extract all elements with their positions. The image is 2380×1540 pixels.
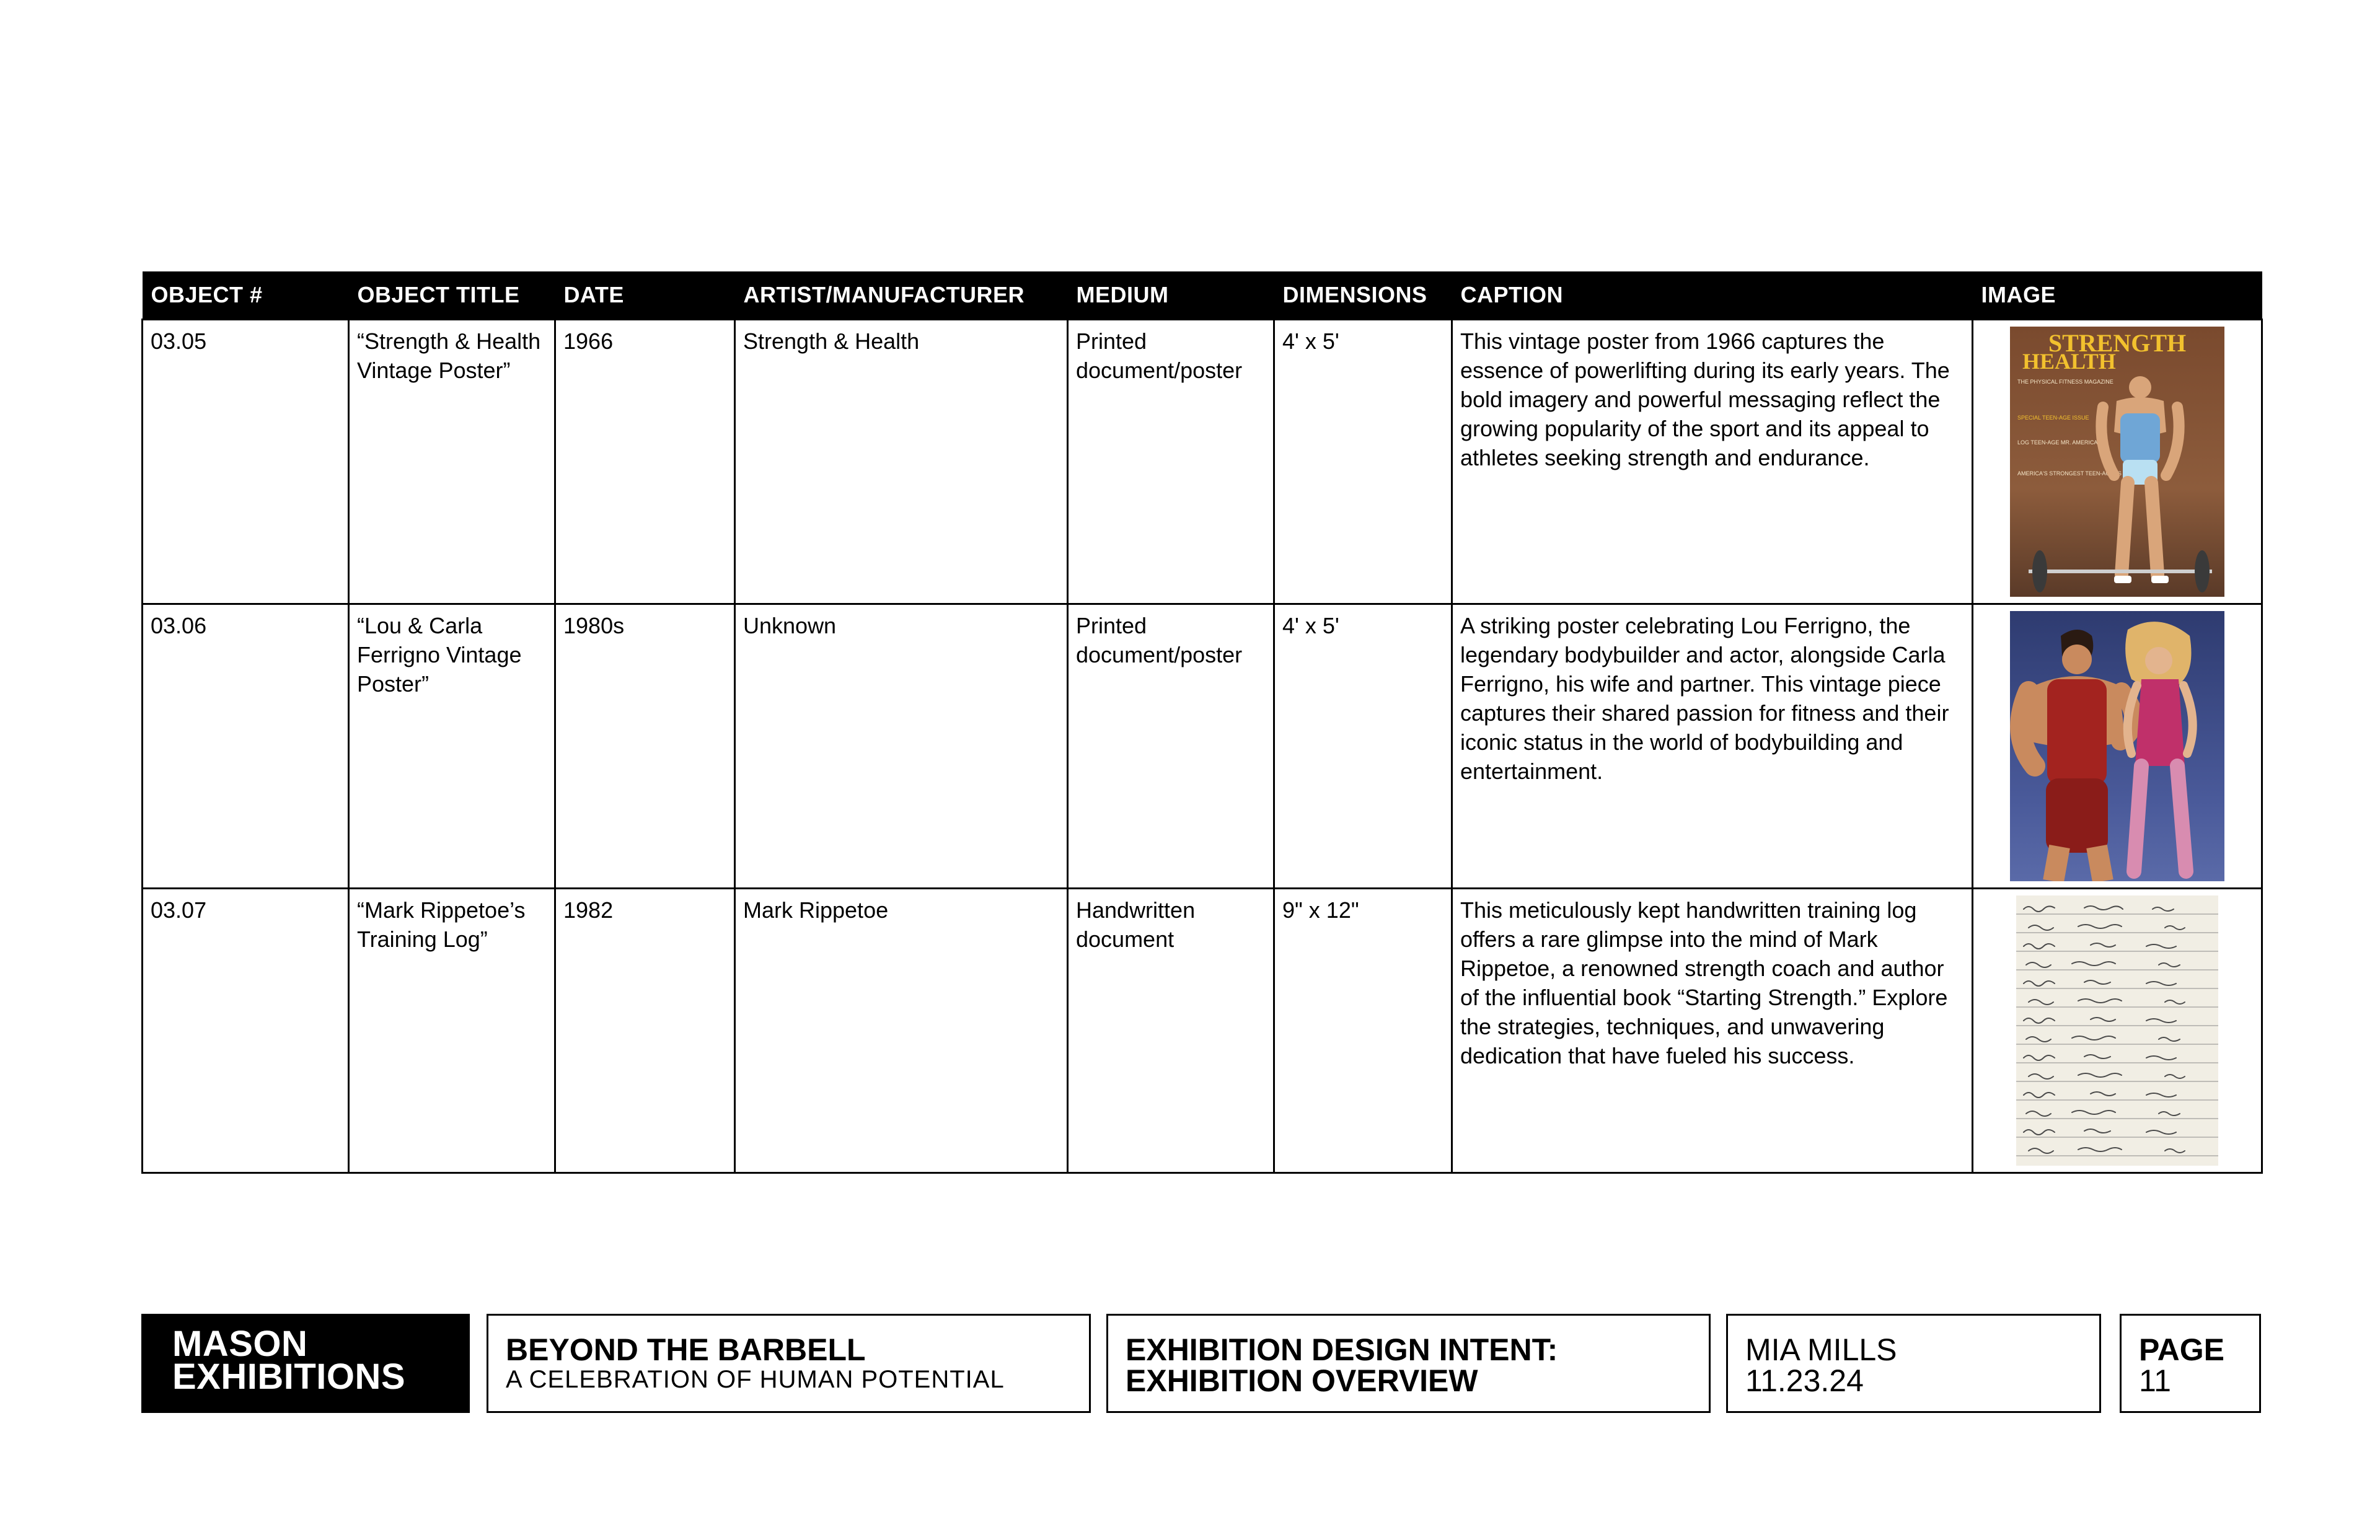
cover-line-1: THE PHYSICAL FITNESS MAGAZINE [2017, 379, 2113, 385]
object-dimensions: 9" x 12" [1274, 889, 1452, 1173]
exhibition-title: BEYOND THE BARBELL [506, 1332, 866, 1367]
page-number-block [2120, 1314, 2261, 1413]
table-header-row [143, 271, 2262, 320]
header-date: DATE [555, 271, 735, 320]
cover-line-3: LOG TEEN-AGE MR. AMERICA [2017, 439, 2098, 446]
brand-logo-block [141, 1314, 470, 1413]
object-image-cell [1973, 604, 2262, 889]
object-date: 1966 [555, 320, 735, 604]
page-label: PAGE [2139, 1332, 2224, 1367]
object-title: “Lou & Carla Ferrigno Vintage Poster” [349, 604, 555, 889]
header-object-number: OBJECT # [143, 271, 349, 320]
design-intent-block [1106, 1314, 1711, 1413]
masthead-top-text: STRENGTH [2048, 329, 2187, 357]
object-table [141, 271, 2263, 1174]
header-object-title: OBJECT TITLE [349, 271, 555, 320]
table-row [143, 320, 2262, 604]
brand-line-2: EXHIBITIONS [172, 1357, 406, 1397]
object-artist: Mark Rippetoe [735, 889, 1068, 1173]
object-artist: Unknown [735, 604, 1068, 889]
object-number: 03.05 [143, 320, 349, 604]
object-title: “Mark Rippetoe’s Training Log” [349, 889, 555, 1173]
object-number: 03.06 [143, 604, 349, 889]
object-caption: This vintage poster from 1966 captures the essence of powerlifting during its early years. The bold imagery and powerful messaging reflect the growing popularity of the sport and its appeal to athletes seeking strength and endurance. [1452, 320, 1973, 604]
design-intent-line-1: EXHIBITION DESIGN INTENT: [1126, 1332, 1558, 1367]
training-log-image [2010, 895, 2224, 1166]
object-artist: Strength & Health [735, 320, 1068, 604]
exhibition-subtitle: A CELEBRATION OF HUMAN POTENTIAL [506, 1366, 1005, 1393]
object-medium: Handwritten document [1068, 889, 1274, 1173]
exhibition-title-block [487, 1314, 1091, 1413]
table-row [143, 889, 2262, 1173]
author-name: MIA MILLS [1745, 1332, 1897, 1367]
table-row [143, 604, 2262, 889]
object-dimensions: 4' x 5' [1274, 604, 1452, 889]
object-title: “Strength & Health Vintage Poster” [349, 320, 555, 604]
header-medium: MEDIUM [1068, 271, 1274, 320]
header-image: IMAGE [1973, 271, 2262, 320]
cover-line-2: SPECIAL TEEN-AGE ISSUE [2017, 415, 2089, 421]
cover-line-4: AMERICA'S STRONGEST TEEN-AGERS [2017, 470, 2122, 477]
object-medium: Printed document/poster [1068, 604, 1274, 889]
design-intent-line-2: EXHIBITION OVERVIEW [1126, 1363, 1478, 1398]
object-medium: Printed document/poster [1068, 320, 1274, 604]
page-number: 11 [2139, 1363, 2171, 1398]
masthead-bottom-text: HEALTH [2022, 349, 2116, 374]
header-artist: ARTIST/MANUFACTURER [735, 271, 1068, 320]
author-date-block [1726, 1314, 2101, 1413]
brand-line-1: MASON [172, 1324, 308, 1364]
document-date: 11.23.24 [1745, 1363, 1864, 1398]
object-image-cell [1973, 889, 2262, 1173]
header-dimensions: DIMENSIONS [1274, 271, 1452, 320]
object-caption: A striking poster celebrating Lou Ferrigno, the legendary bodybuilder and actor, alongside Carla Ferrigno, his wife and partner. This vintage piece captures their shared passion for fitness and their iconic status in the world of bodybuilding and entertainment. [1452, 604, 1973, 889]
object-caption: This meticulously kept handwritten training log offers a rare glimpse into the mind of Mark Rippetoe, a renowned strength coach and author of the influential book “Starting Strength.” Explore the strategies, techniques, and unwavering dedication that have fueled his success. [1452, 889, 1973, 1173]
object-date: 1982 [555, 889, 735, 1173]
object-number: 03.07 [143, 889, 349, 1173]
object-date: 1980s [555, 604, 735, 889]
strength-health-cover-image [2010, 327, 2224, 597]
object-dimensions: 4' x 5' [1274, 320, 1452, 604]
header-caption: CAPTION [1452, 271, 1973, 320]
ferrigno-poster-image [2010, 611, 2224, 881]
object-image-cell [1973, 320, 2262, 604]
